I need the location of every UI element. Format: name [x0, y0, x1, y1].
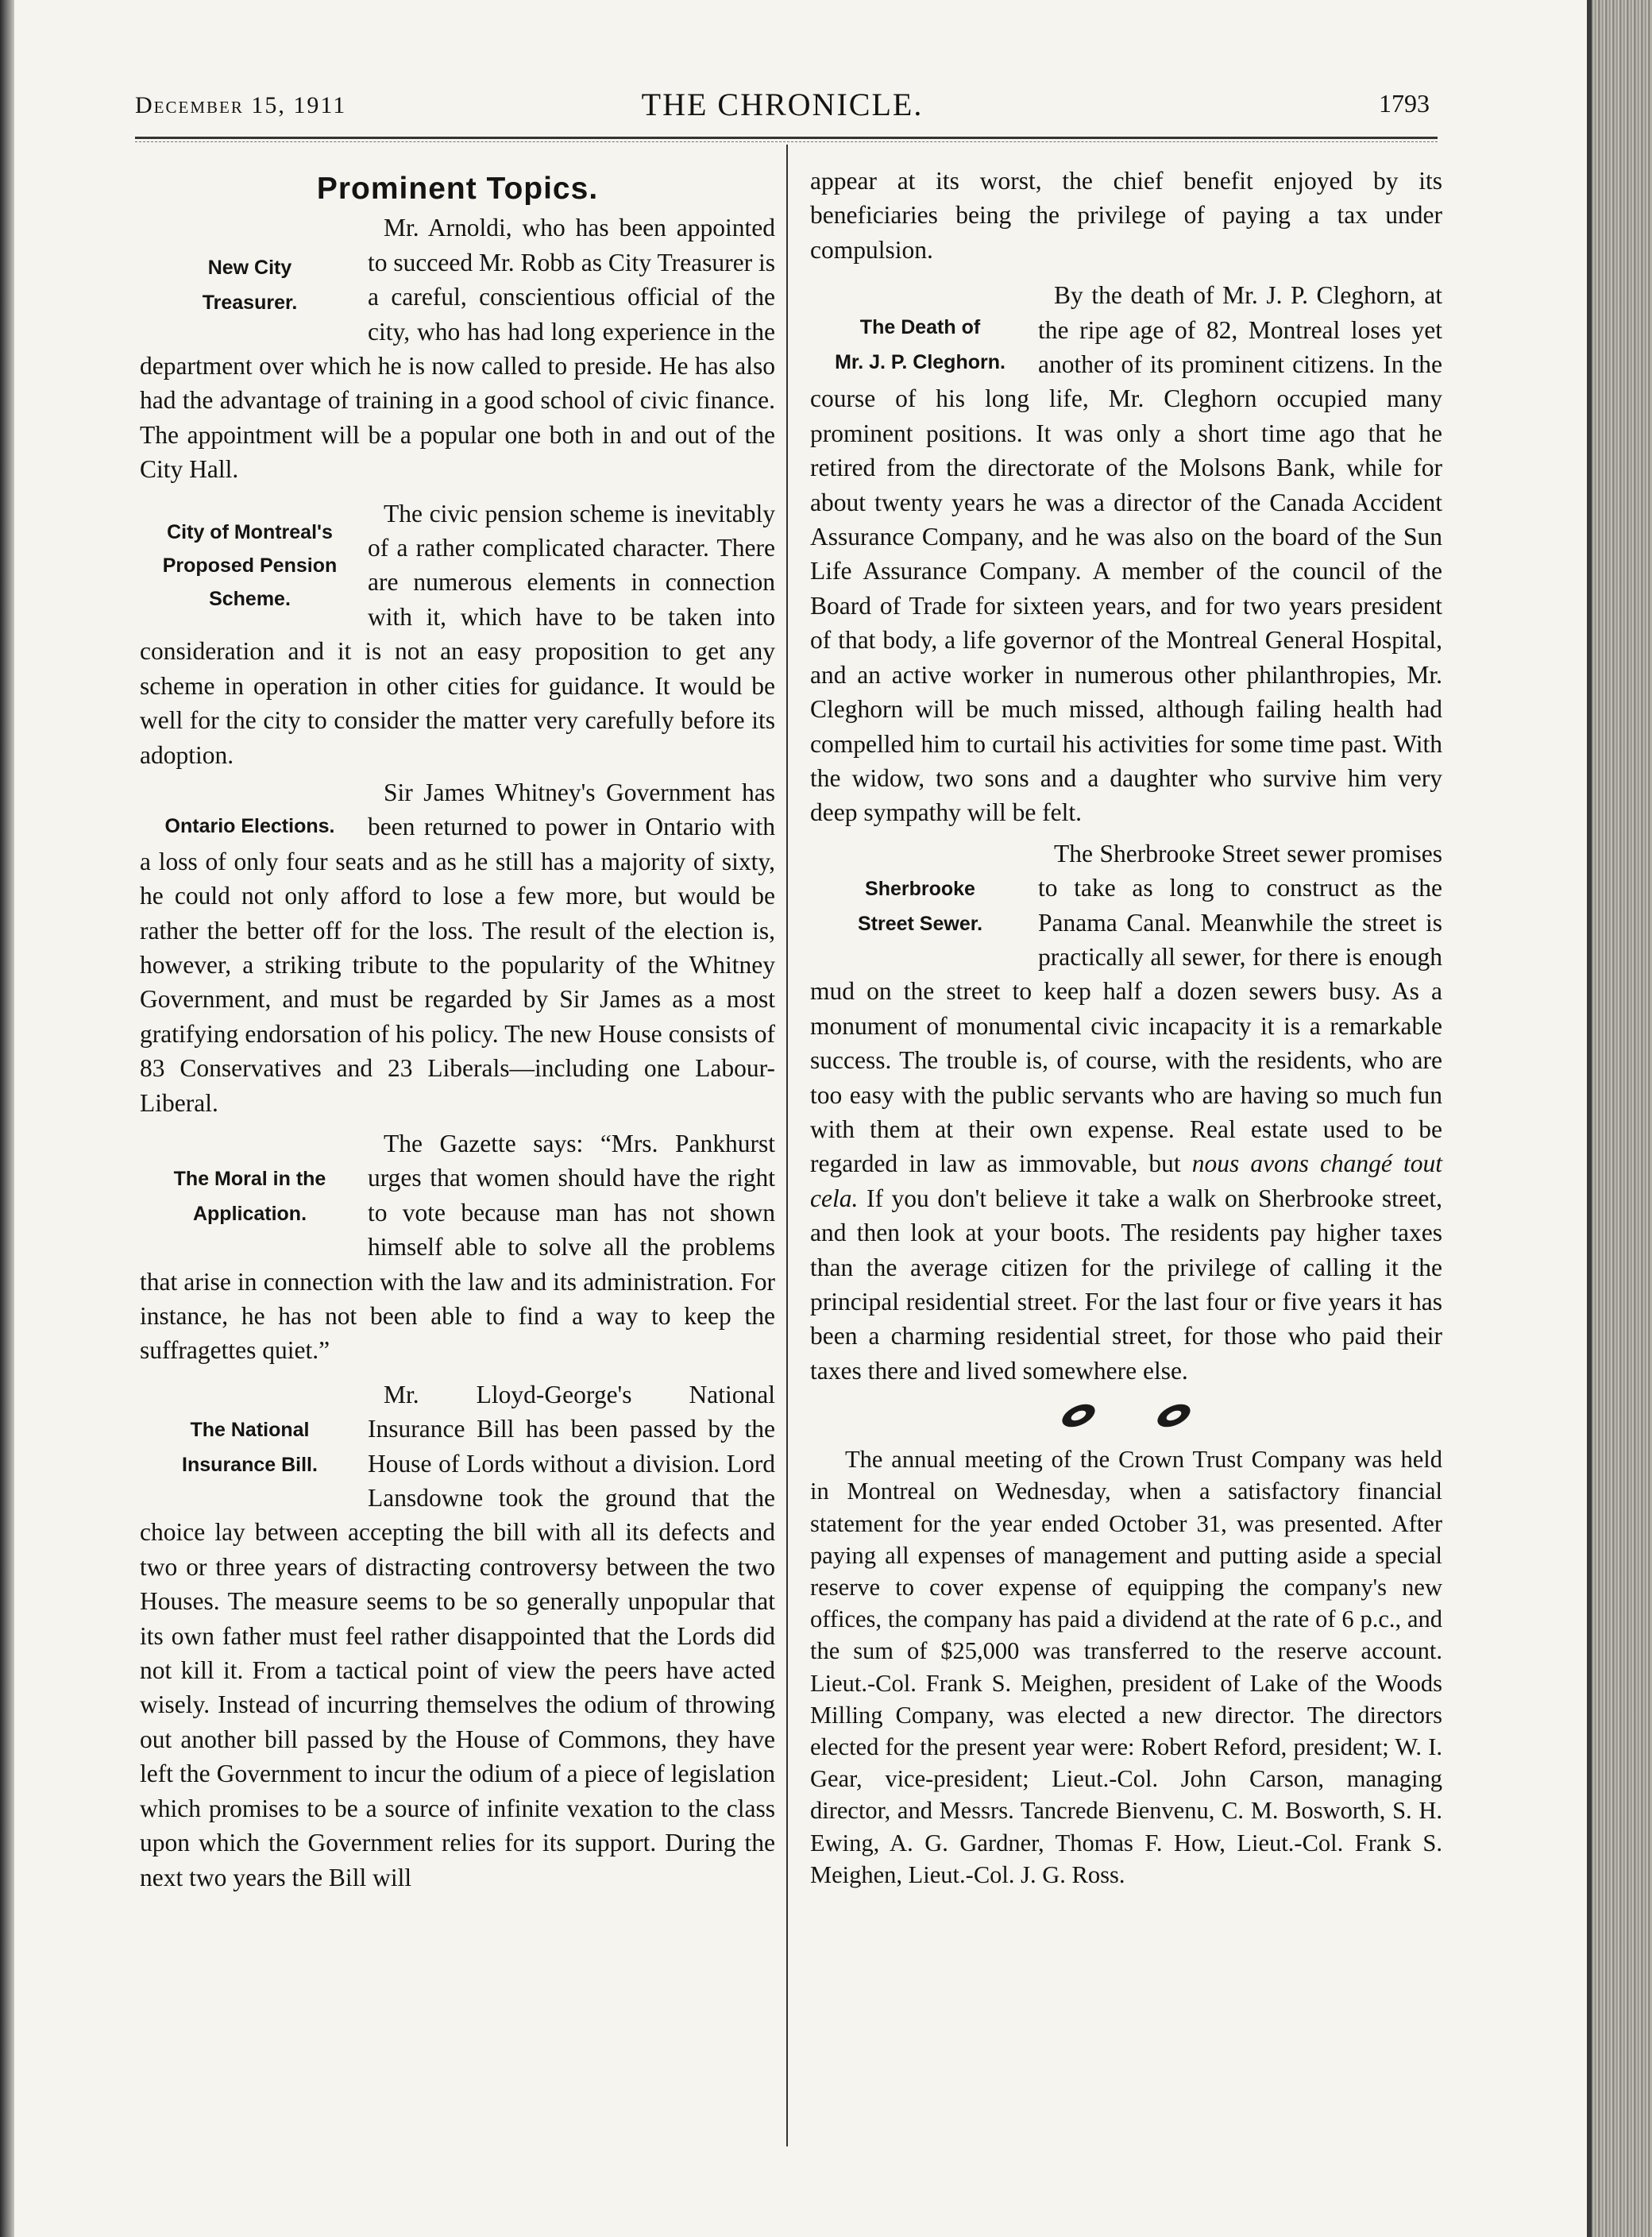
topic-body: The Gazette says: “Mrs. Pankhurst urges that women should have the right to vote because man has not shown himself able to solve all the problems that arise in connection with the law and its administration. For instance, he has not been able to find a way to keep the suffragettes quiet.” — [140, 1129, 775, 1365]
topic-national-insurance — [140, 1377, 775, 1895]
header-title: THE CHRONICLE. — [641, 87, 924, 122]
continued-text: appear at its worst, the chief benefit enjoyed by its beneficiaries being the privilege of paying a tax under compulsion. — [810, 167, 1442, 264]
topic-body: Mr. Lloyd-George's National Insurance Bill has been passed by the House of Lords without a division. Lord Lansdowne took the ground that the choice lay between accepting the bill with all its defects and two or three years of distracting controversy between the two Houses. The measure seems to be so generally unpopular that its own father must feel rather disappointed that the Lords did not kill it. From a tactical point of view the peers have acted wisely. Instead of incurring themselves the odium of throwing out another bill passed by the House of Commons, they have left the Government to incur the odium of a piece of legislation which promises to be a source of infinite vexation to the class upon which the Government relies for its support. During the next two years the Bill will — [140, 1380, 775, 1891]
french-phrase: nous avons changé tout cela. — [810, 1149, 1442, 1212]
column-divider — [786, 145, 788, 2146]
leaf-ornament-icon — [1058, 1402, 1099, 1429]
topic-body: Mr. Arnoldi, who has been appointed to succeed Mr. Robb as City Treasurer is a careful, conscientious official of the city, who has had long experience in the department over which he is now called to preside. He has also had the advantage of training in a good school of civic finance. The appointment will be a popular one both in and out of the City Hall. — [140, 214, 775, 484]
topic-body: The Sherbrooke Street sewer promises to take as long to construct as the Panama Canal. Meanwhile the street is practically all sewer, for there is enough mud on the street to keep half a dozen sewers busy. As a monument of monumental civic incapacity it is a remarkable success. The trouble is, of course, with the residents, who are too easy with the public servants who are having so much fun with them at their own expense. Real estate used to be regarded in law as immovable, but nous avons changé tout cela. If you don't believe it take a walk on Sherbrooke street, and then look at your boots. The residents pay higher taxes than the average citizen for the privilege of calling it the principal residential street. For the last four or five years it has been a charming residential street, for those who paid their taxes there and lived somewhere else. — [810, 839, 1442, 1385]
section-title: Prominent Topics. — [316, 172, 599, 206]
topic-sherbrooke-sewer — [810, 836, 1442, 1389]
leaf-ornament-icon — [1153, 1402, 1195, 1429]
page-number: 1793 — [1379, 89, 1430, 118]
topic-side-heading: Ontario Elections. — [164, 814, 335, 837]
topic-body: By the death of Mr. J. P. Cleghorn, at the ripe age of 82, Montreal loses yet another of its prominent citizens. In the course of his long life, Mr. Cleghorn occupied many prominent positions. It was only a short time ago that he retired from the directorate of the Molsons Bank, while for about twenty years he was a director of the Canada Accident Assurance Company, and he was also on the board of the Sun Life Assurance Company. A member of the council of the Board of Trade for sixteen years, and for two years president of that body, a life governor of the Montreal General Hospital, and an active worker in numerous other philanthropies, Mr. Cleghorn will be much missed, although failing health had compelled him to curtail his activities for some time past. With the widow, two sons and a daughter who survive him very deep sympathy will be felt. — [810, 281, 1442, 827]
topic-new-city-treasurer — [140, 211, 775, 486]
left-column — [140, 164, 775, 1895]
topic-side-heading: The Death of Mr. J. P. Cleghorn. — [835, 316, 1005, 374]
topic-side-heading: City of Montreal's Proposed Pension Scheme. — [162, 520, 338, 610]
right-column — [810, 164, 1442, 1891]
running-header — [135, 86, 1430, 130]
crown-trust-article: The annual meeting of the Crown Trust Company was held in Montreal on Wednesday, when a satisfactory financial statement for the year ended October 31, was presented. After paying all expenses of management and putting aside a special reserve to cover expense of equipping the company's new offices, the company has paid a dividend at the rate of 6 p.c., and the sum of $25,000 was transferred to the reserve account. Lieut.-Col. Frank S. Meighen, president of Lake of the Woods Milling Company, was elected a new director. The directors elected for the present year were: Robert Reford, president; W. I. Gear, vice-president; Lieut.-Col. John Carson, managing director, and Messrs. Tancrede Bienvenu, C. M. Bosworth, S. H. Ewing, A. G. Gardner, Thomas F. How, Lieut.-Col. Frank S. Meighen, Lieut.-Col. J. G. Ross. — [810, 1446, 1442, 1888]
page-stack-edge — [1587, 0, 1652, 2237]
topic-side-heading: New City Treasurer. — [202, 257, 298, 315]
topic-body: Sir James Whitney's Government has been returned to power in Ontario with a loss of only four seats and as he still has a majority of sixty, he could not only afford to lose a few more, but would be rather the better off for the loss. The result of the election is, however, a striking tribute to the popularity of the Whitney Government, and must be regarded by Sir James as a most gratifying endorsation of his policy. The new House consists of 83 Conservatives and 23 Liberals—including one Labour-Liberal. — [140, 778, 775, 1117]
header-rule — [135, 137, 1438, 139]
topic-body: The civic pension scheme is inevitably of a rather complicated character. There are numerous elements in connection with it, which have to be taken into consideration and it is not an easy proposition to get any scheme in operation in other cities for guidance. It would be well for the city to consider the matter very carefully before its adoption. — [140, 499, 775, 769]
header-rule-dashed — [135, 141, 1438, 142]
topic-moral-application — [140, 1126, 775, 1368]
topic-side-heading: The Moral in the Application. — [173, 1167, 326, 1225]
topic-pension-scheme — [140, 496, 775, 772]
header-date: December 15, 1911 — [135, 92, 347, 118]
topic-side-heading: The National Insurance Bill. — [182, 1418, 318, 1476]
page-binding-edge — [0, 0, 14, 2237]
section-ornament — [810, 1402, 1442, 1442]
topic-side-heading: Sherbrooke Street Sewer. — [857, 877, 983, 935]
topic-ontario-elections — [140, 775, 775, 1120]
topic-death-cleghorn — [810, 278, 1442, 830]
